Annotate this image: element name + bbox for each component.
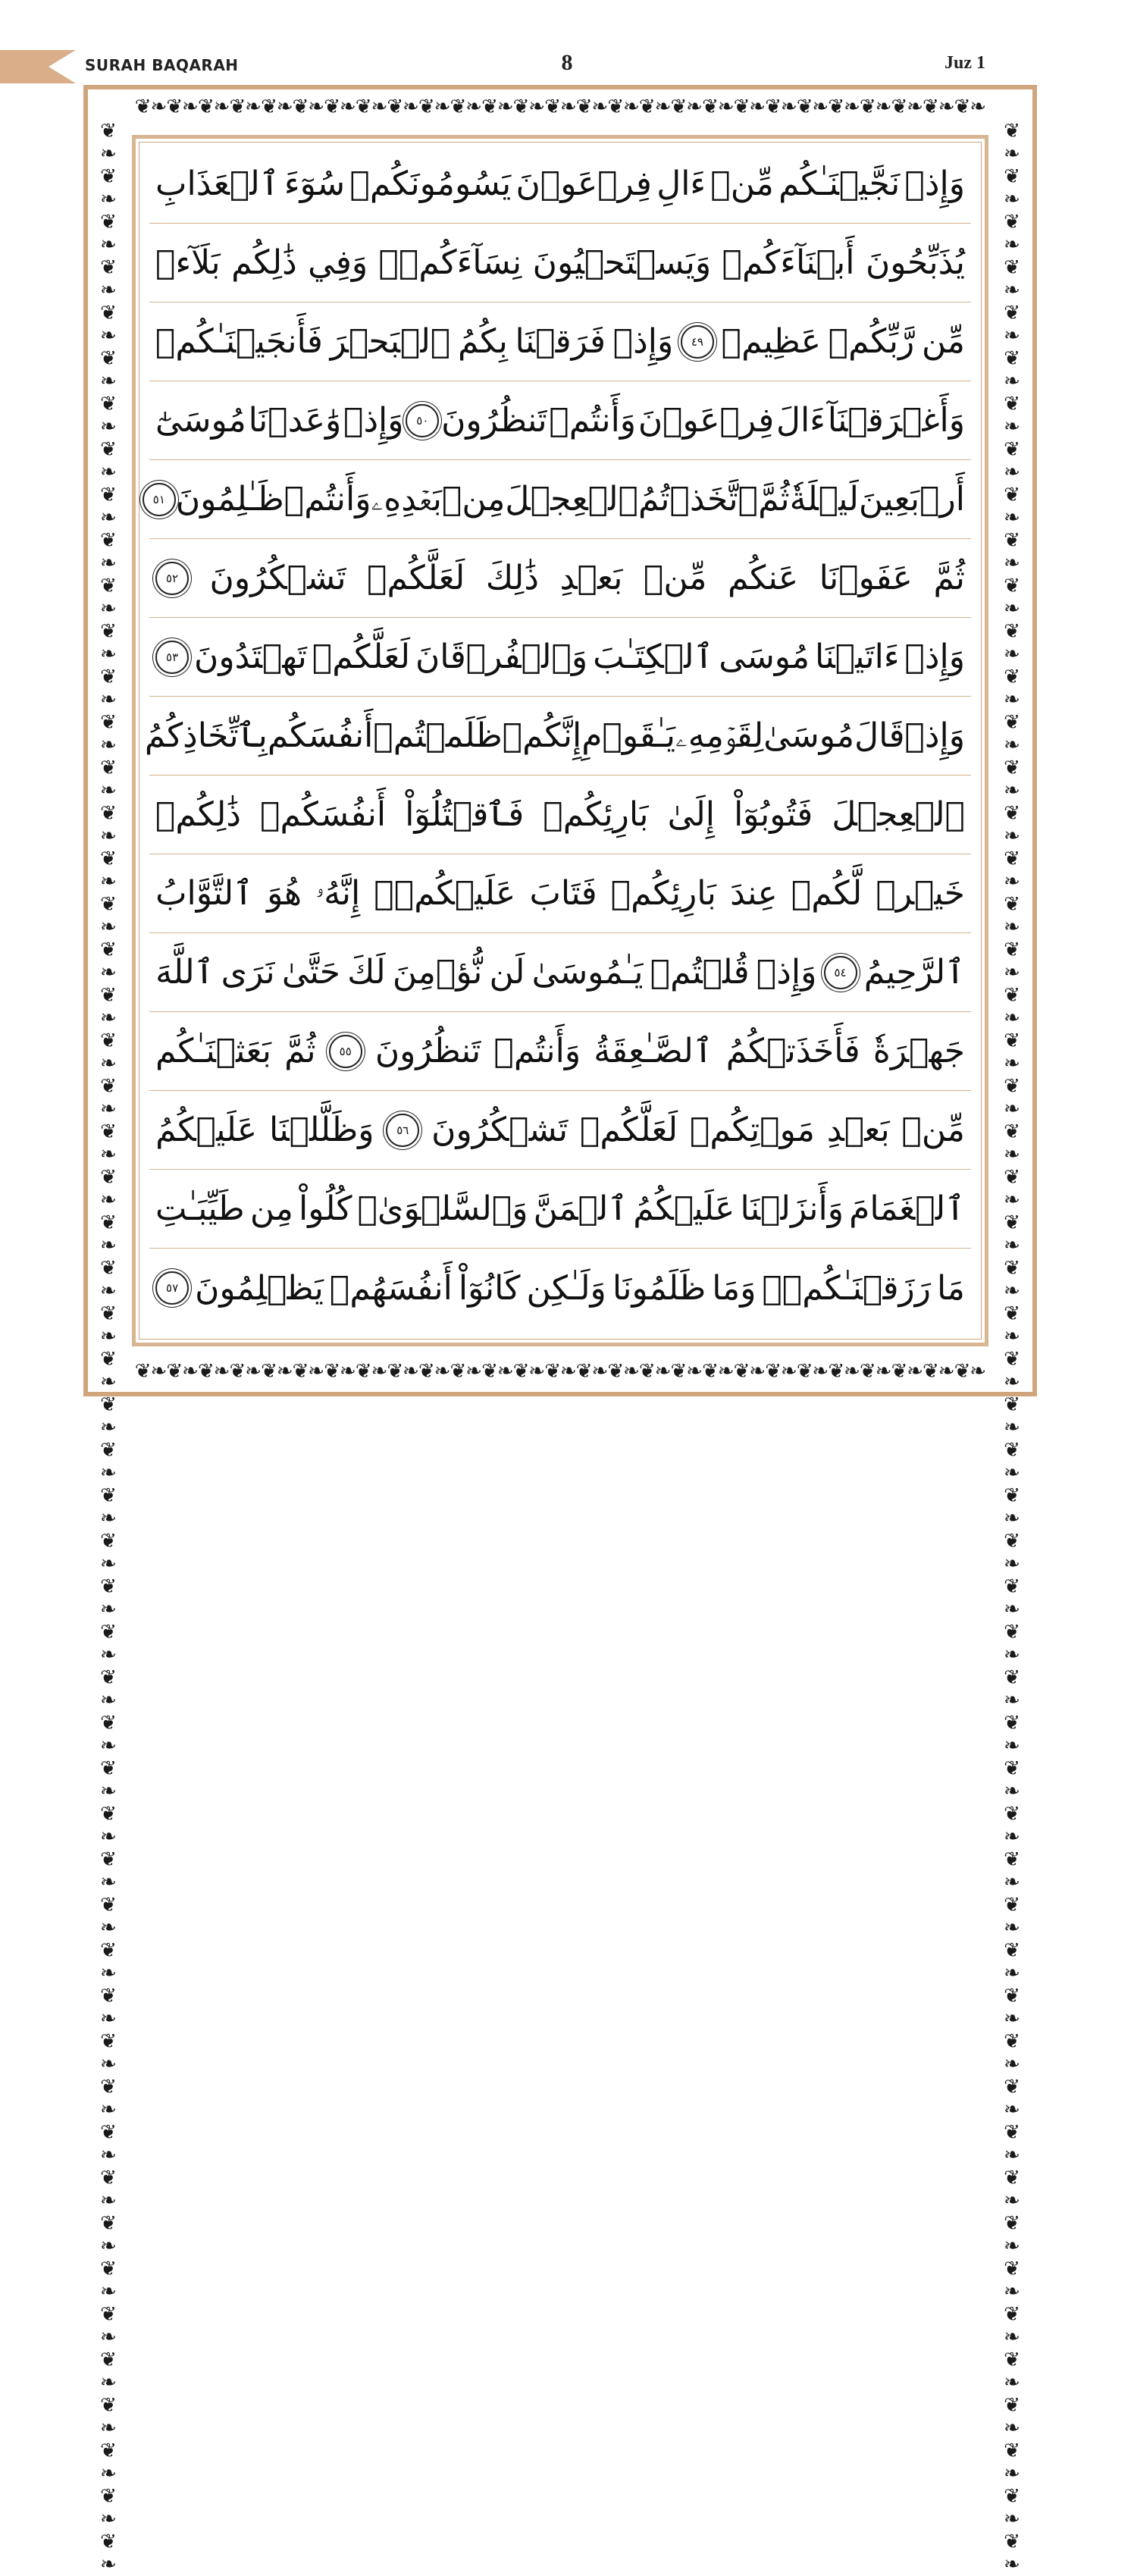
word: فَأَخَذَتۡكُمُ <box>725 1032 860 1070</box>
word: وَيَسۡتَحۡيُونَ <box>532 243 712 282</box>
word: ٱلۡكِتَـٰبَ <box>593 638 714 676</box>
text-line <box>149 224 971 302</box>
word: وَإِذۡ <box>756 953 817 992</box>
word: تَنظُرُونَ <box>441 401 547 440</box>
word: إِنَّكُمۡ <box>502 716 582 755</box>
word: عَظِيمٞ <box>721 322 821 361</box>
ornament-border-left: ❦❧❦❧❦❧❦❧❦❧❦❧❦❧❦❧❦❧❦❧❦❧❦❧❦❧❦❧❦❧❦❧❦❧❦❧❦❧❦❧❦❧❦❧❦❧❦❧❦❧❦❧❦❧❦❧❦❧❦❧❦❧❦❧❦❧❦❧❦❧❦❧❦❧❦❧❦❧❦❧❦❧❦❧❦❧❦❧❦❧❦❧❦❧❦❧❦❧❦❧❦❧❦❧❦❧❦❧ <box>100 120 117 2576</box>
word: ظَـٰلِمُونَ <box>175 480 284 519</box>
word: فَرَقۡنَا <box>515 322 606 361</box>
word: بَعۡدِهِۦ <box>371 480 442 519</box>
word: ذَٰلِكُم <box>231 243 297 282</box>
word: فَأَنجَيۡنَـٰكُمۡ <box>155 322 323 361</box>
word: لَعَلَّكُمۡ <box>367 559 465 597</box>
word: عَنكُم <box>727 559 799 597</box>
word: مَا <box>937 1268 965 1308</box>
text-line <box>149 933 971 1012</box>
word: ذَٰلِكَ <box>485 559 539 597</box>
quran-text-lines <box>144 145 971 1327</box>
word: وَٱلۡفُرۡقَانَ <box>415 638 588 676</box>
word: ءَالِ <box>656 165 706 203</box>
word: مُوسَىٰٓ <box>155 401 246 440</box>
word: تَشۡكُرُونَ <box>431 1111 569 1149</box>
word: لِقَوۡمِهِۦ <box>675 716 764 755</box>
word: وَمَا <box>712 1268 757 1308</box>
text-line <box>149 381 971 460</box>
text-line <box>149 539 971 618</box>
word: يَـٰمُوسَىٰ <box>531 953 644 992</box>
word: وَٰعَدۡنَا <box>248 401 342 440</box>
word: ثُمَّ <box>284 1032 316 1070</box>
word: ٱلۡعِجۡلَ <box>832 795 965 834</box>
word: وَأَنتُمۡ <box>493 1032 581 1070</box>
juz-label: Juz 1 <box>944 53 985 73</box>
word: يَـٰقَوۡمِ <box>581 716 676 755</box>
word: قُلۡتُمۡ <box>650 953 750 992</box>
word: يَسُومُونَكُمۡ <box>349 165 512 203</box>
word: أَرۡبَعِينَ <box>858 480 965 519</box>
word: هُوَ <box>267 874 302 913</box>
word: ٱلصَّـٰعِقَةُ <box>594 1032 713 1070</box>
word: مِنۢ <box>441 480 506 519</box>
word: فِرۡعَوۡنَ <box>515 165 652 203</box>
word: وَأَنتُمۡ <box>549 401 637 440</box>
word: قَالَ <box>854 716 905 755</box>
word: بَعۡدِ <box>559 559 623 597</box>
word: لَّكُمۡ <box>791 874 863 913</box>
text-line <box>149 854 971 933</box>
ayah-number-marker: ٥٢ <box>155 562 189 595</box>
text-frame <box>132 135 988 1346</box>
word: عَلَيۡكُمۡۚ <box>374 874 516 913</box>
word: ثُمَّ <box>758 480 790 519</box>
word: جَهۡرَةٗ <box>872 1032 965 1070</box>
word: عَلَيۡكُمُ <box>155 1111 258 1149</box>
word: نَرَى <box>221 953 275 992</box>
word: فَتَابَ <box>529 874 597 913</box>
word: مُوسَىٰ <box>763 716 855 755</box>
text-line <box>149 618 971 697</box>
ayah-number-marker: ٥١ <box>143 483 176 516</box>
word: مِّنۡ <box>710 165 774 203</box>
word: ءَالَ <box>776 401 825 440</box>
ayah-number-marker: ٥٣ <box>155 641 189 674</box>
word: رَزَقۡنَـٰكُمۡۚ <box>762 1268 931 1308</box>
ornament-border-top: ❦❧❦❧❦❧❦❧❦❧❦❧❦❧❦❧❦❧❦❧❦❧❦❧❦❧❦❧❦❧❦❧❦❧❦❧❦❧❦❧❦❧❦❧❦❧❦❧❦❧❦❧❦❧ <box>134 96 986 118</box>
word: تَهۡتَدُونَ <box>194 638 307 676</box>
word: لَعَلَّكُمۡ <box>312 638 411 676</box>
word: ظَلَمُونَا <box>612 1268 706 1308</box>
word: ٱتَّخَذۡتُمُ <box>638 480 759 519</box>
text-line <box>149 1012 971 1091</box>
word: كُلُواْ <box>299 1189 352 1228</box>
word: يَظۡلِمُونَ <box>195 1268 324 1308</box>
word: بَارِئِكُمۡ <box>543 795 649 834</box>
word: بَارِئِكُمۡ <box>610 874 716 913</box>
word: كَانُوٓاْ <box>458 1268 521 1308</box>
word: فَتُوبُوٓاْ <box>734 795 813 834</box>
word: ٱلرَّحِيمُ <box>863 953 965 992</box>
word: ذَٰلِكُمۡ <box>155 795 242 834</box>
word: ٱلۡمَنَّ <box>533 1189 628 1228</box>
text-line <box>149 776 971 854</box>
word: خَيۡرٞ <box>876 874 965 913</box>
word: وَإِذۡ <box>904 165 965 203</box>
word: وَإِذۡ <box>343 401 404 440</box>
word: حَتَّىٰ <box>281 953 340 992</box>
word: وَإِذۡ <box>904 638 965 676</box>
word: لَعَلَّكُمۡ <box>579 1111 678 1149</box>
word: وَأَنزَلۡنَا <box>740 1189 844 1228</box>
word: أَنفُسَكُمۡ <box>260 795 387 834</box>
ornament-border-right: ❦❧❦❧❦❧❦❧❦❧❦❧❦❧❦❧❦❧❦❧❦❧❦❧❦❧❦❧❦❧❦❧❦❧❦❧❦❧❦❧❦❧❦❧❦❧❦❧❦❧❦❧❦❧❦❧❦❧❦❧❦❧❦❧❦❧❦❧❦❧❦❧❦❧❦❧❦❧❦❧❦❧❦❧❦❧❦❧❦❧❦❧❦❧❦❧❦❧❦❧❦❧❦❧❦❧❦❧ <box>1004 120 1020 2576</box>
word: وَظَلَّلۡنَا <box>269 1111 374 1149</box>
word: نَجَّيۡنَـٰكُم <box>778 165 901 203</box>
word: بَعَثۡنَـٰكُم <box>155 1032 271 1070</box>
ayah-number-marker: ٥٠ <box>406 404 439 437</box>
word: ظَلَمۡتُمۡ <box>373 716 503 755</box>
word: لَيۡلَةٗ <box>789 480 859 519</box>
word: عَفَوۡنَا <box>819 559 913 597</box>
word: ٱلۡغَمَامَ <box>849 1189 965 1228</box>
word: وَٱلسَّلۡوَىٰۖ <box>357 1189 528 1228</box>
word: مِن <box>249 1189 293 1228</box>
word: مَوۡتِكُمۡ <box>689 1111 815 1149</box>
word: إِنَّهُۥ <box>315 874 361 913</box>
word: مِّن <box>921 322 965 361</box>
word: بِكُمُ <box>457 322 508 361</box>
ayah-number-marker: ٤٩ <box>681 325 714 359</box>
ayah-number-marker: ٥٦ <box>386 1114 419 1147</box>
text-line <box>149 460 971 539</box>
text-line <box>144 697 971 776</box>
word: بَلَآءٞ <box>155 243 221 282</box>
text-line <box>149 1091 971 1170</box>
word: إِلَىٰ <box>667 795 715 834</box>
text-line <box>149 1249 971 1327</box>
word: ءَاتَيۡنَا <box>815 638 900 676</box>
word: رَّبِّكُمۡ <box>828 322 915 361</box>
surah-name: SURAH BAQARAH <box>85 56 239 74</box>
word: وَلَـٰكِن <box>526 1268 606 1308</box>
word: ٱلتَّوَّابُ <box>155 874 253 913</box>
text-line <box>149 1170 971 1249</box>
page-frame <box>83 85 1037 2576</box>
word: مُوسَى <box>719 638 810 676</box>
text-line <box>149 145 971 224</box>
word: ٱلۡعَذَابِ <box>155 165 280 203</box>
word: أَنفُسَهُمۡ <box>329 1268 453 1308</box>
ayah-number-marker: ٥٧ <box>155 1271 189 1305</box>
word: عَلَيۡكُمُ <box>633 1189 735 1228</box>
word: ٱللَّهَ <box>155 953 215 992</box>
word: طَيِّبَـٰتِ <box>155 1189 245 1228</box>
word: عِندَ <box>730 874 778 913</box>
word: فَٱقۡتُلُوٓاْ <box>405 795 525 834</box>
page-number: 8 <box>561 50 573 75</box>
word: فِرۡعَوۡنَ <box>637 401 775 440</box>
word: ٱلۡبَحۡرَ <box>330 322 451 361</box>
word: وَأَنتُمۡ <box>284 480 371 519</box>
word: بَعۡدِ <box>826 1111 890 1149</box>
word: بِٱتِّخَاذِكُمُ <box>144 716 268 755</box>
word: وَفِي <box>308 243 368 282</box>
word: وَإِذۡ <box>612 322 674 361</box>
ayah-number-marker: ٥٥ <box>329 1035 362 1068</box>
word: لَكَ <box>347 953 386 992</box>
ornament-border-bottom: ❦❧❦❧❦❧❦❧❦❧❦❧❦❧❦❧❦❧❦❧❦❧❦❧❦❧❦❧❦❧❦❧❦❧❦❧❦❧❦❧❦❧❦❧❦❧❦❧❦❧❦❧❦❧ <box>134 1360 986 1383</box>
word: تَشۡكُرُونَ <box>209 559 346 597</box>
word: نُّؤۡمِنَ <box>392 953 483 992</box>
text-line <box>149 302 971 381</box>
word: تَنظُرُونَ <box>374 1032 481 1070</box>
word: نِسَآءَكُمۡۚ <box>378 243 522 282</box>
word: أَنفُسَكُم <box>267 716 374 755</box>
word: وَإِذۡ <box>904 716 965 755</box>
word: ثُمَّ <box>933 559 965 597</box>
ayah-number-marker: ٥٤ <box>824 956 857 989</box>
word: أَبۡنَآءَكُمۡ <box>722 243 855 282</box>
word: سُوٓءَ <box>284 165 346 203</box>
word: لَن <box>489 953 525 992</box>
word: يُذَبِّحُونَ <box>865 243 965 282</box>
word: وَأَغۡرَقۡنَآ <box>827 401 965 440</box>
word: مِّنۢ <box>643 559 707 597</box>
word: مِّنۢ <box>901 1111 965 1149</box>
word: ٱلۡعِجۡلَ <box>505 480 638 519</box>
